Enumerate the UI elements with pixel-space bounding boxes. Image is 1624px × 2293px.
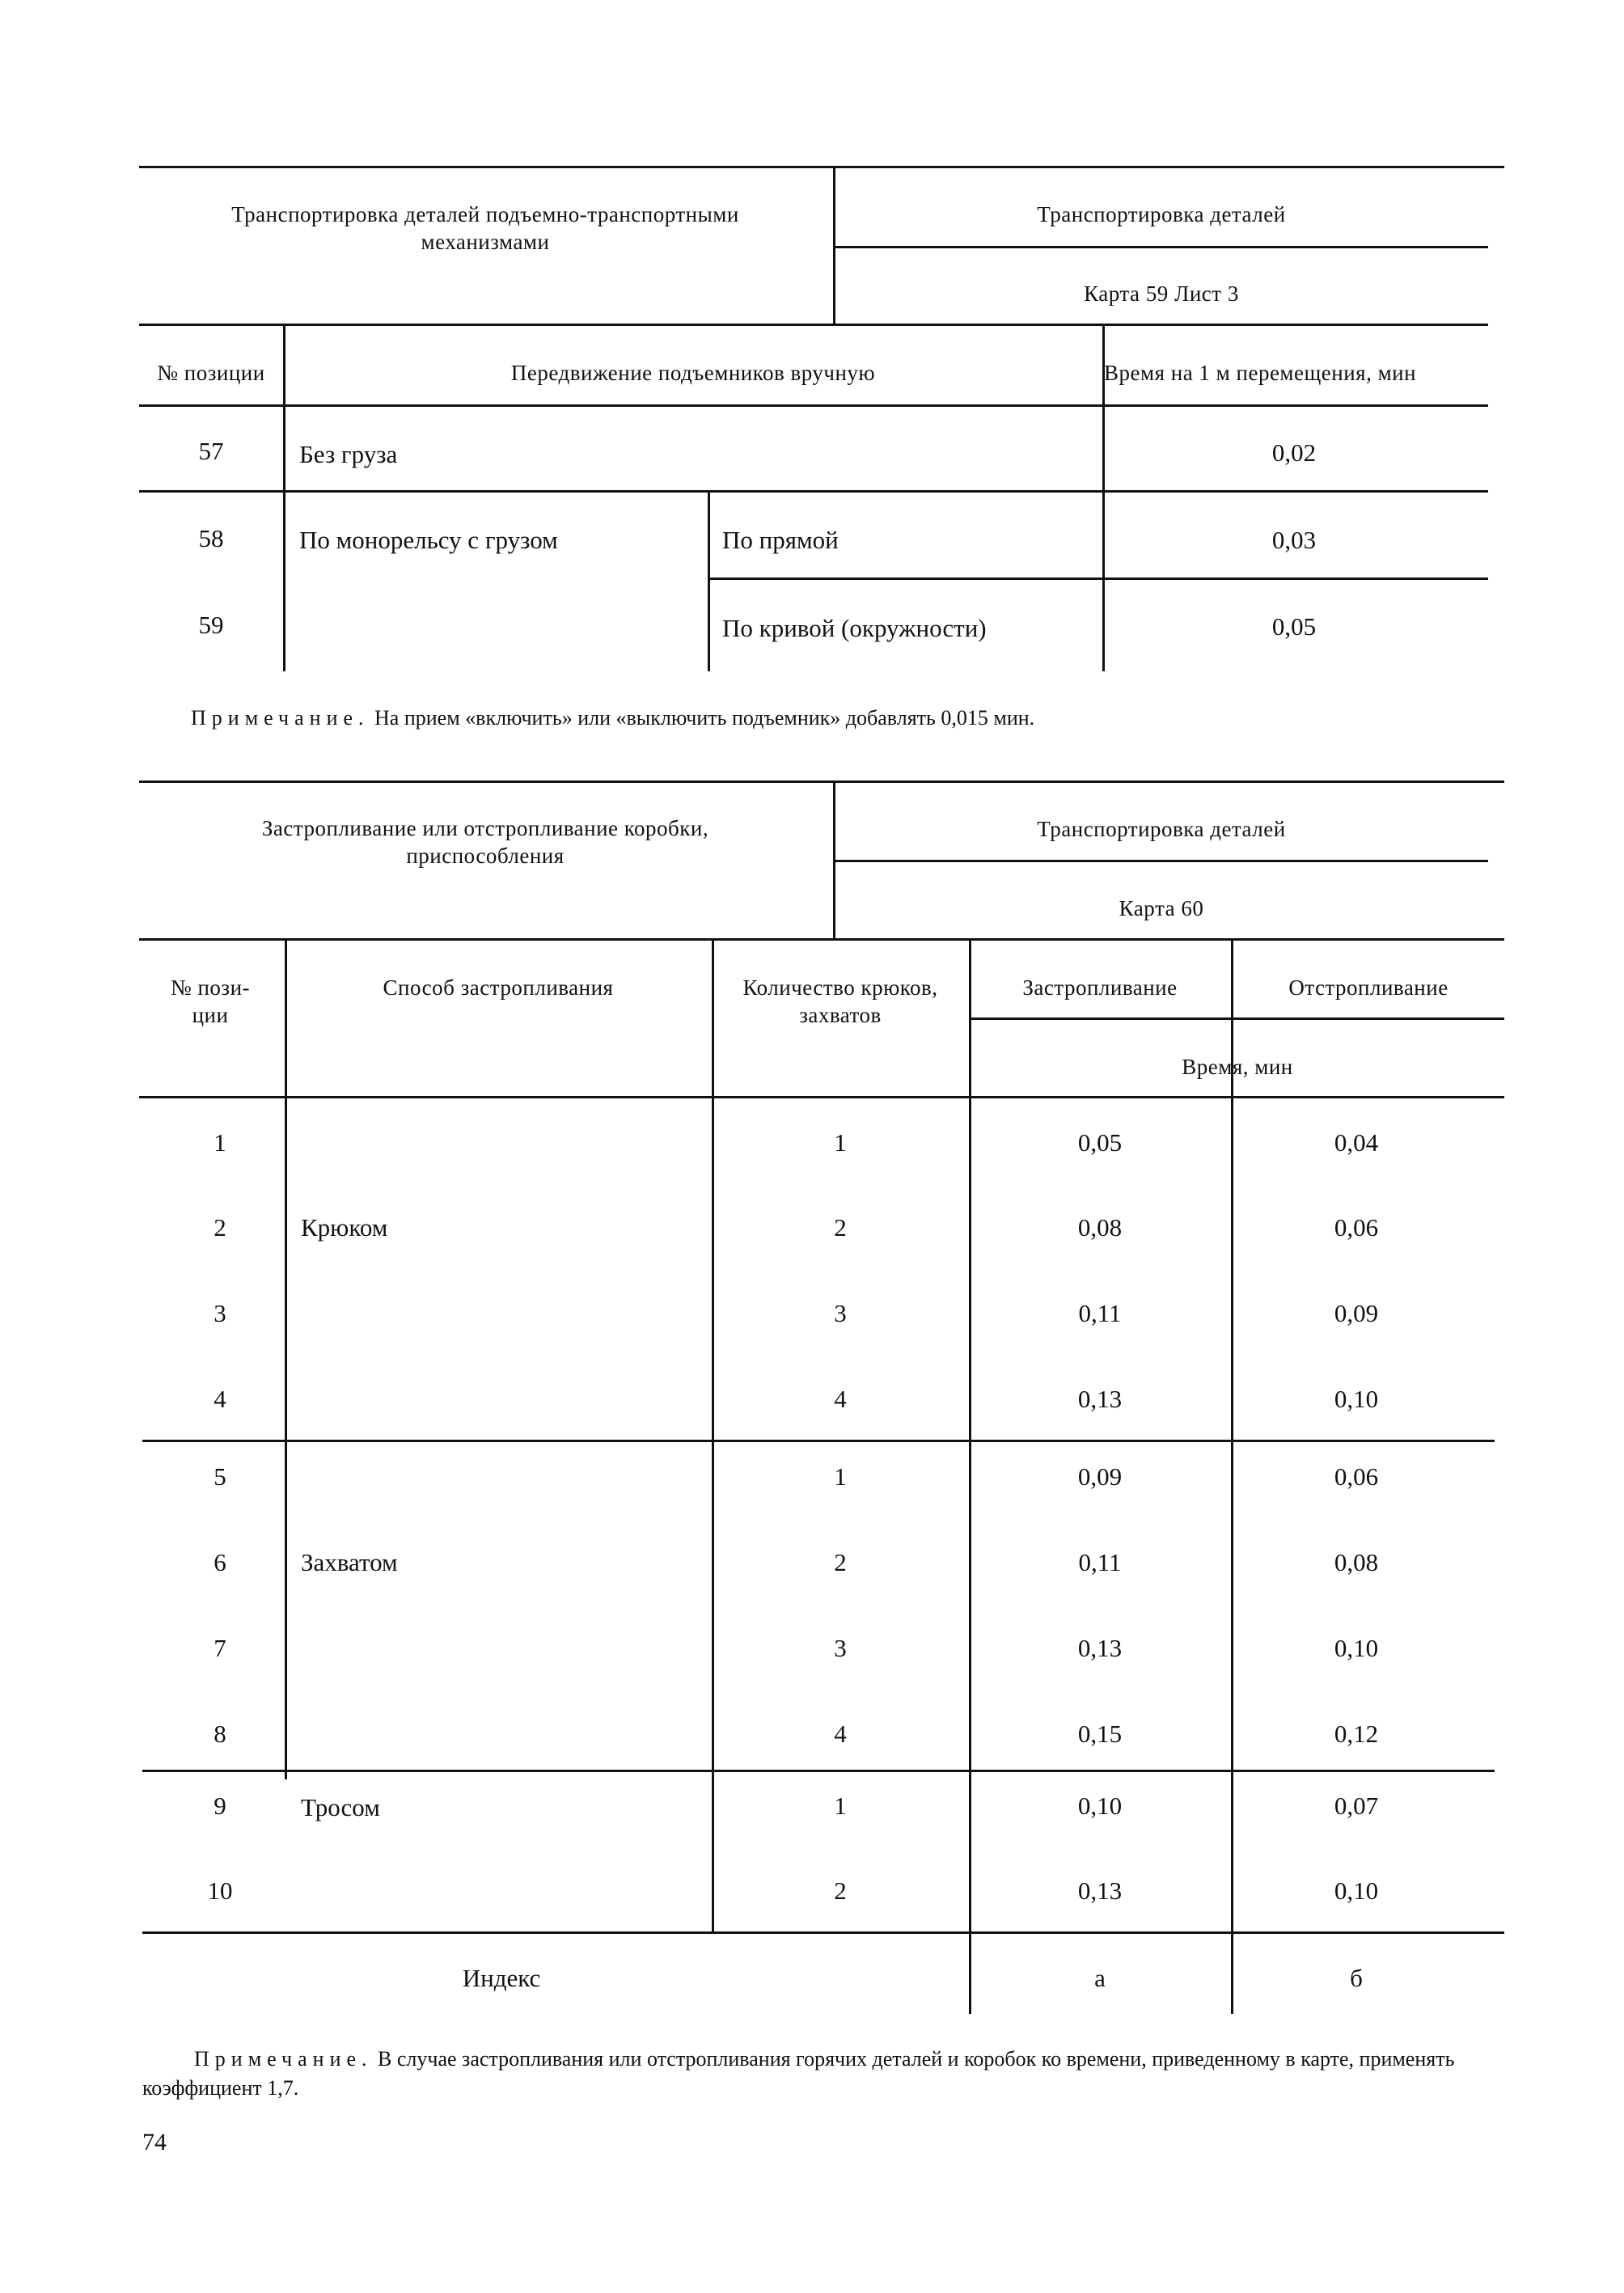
row-qty: 2 (834, 1876, 847, 1905)
row-z: 0,13 (1077, 1385, 1123, 1413)
t2-group-name: Захватом (301, 1548, 398, 1576)
row-o: 0,09 (1334, 1299, 1379, 1327)
t1-col-pos: № позиции (157, 361, 265, 385)
t2-col-qty: Количество крюков, захватов (742, 975, 938, 1027)
t2-index-a: а (1094, 1964, 1106, 1992)
row-qty: 2 (834, 1548, 847, 1576)
row-pos: 2 (214, 1213, 226, 1242)
row-pos: 9 (214, 1792, 226, 1820)
t1-col-time: Время на 1 м перемещения, мин (1104, 361, 1417, 385)
row-z: 0,13 (1077, 1634, 1123, 1662)
row-z: 0,08 (1077, 1213, 1123, 1242)
t2-col-o: Отстропливание (1288, 975, 1448, 1000)
row-qty: 4 (834, 1720, 847, 1748)
t2-note-text: В случае застропливания или отстропливания горячих деталей и коробок ко времени, приведенному в карте, применять коэффициент 1,7. (142, 2047, 1455, 2100)
t1-title-right: Транспортировка деталей (1037, 202, 1286, 226)
row-o: 0,08 (1334, 1548, 1379, 1576)
t1-col-desc: Передвижение подъемников вручную (510, 361, 876, 385)
t2-group-name: Тросом (301, 1793, 380, 1821)
t1-note (191, 704, 1501, 733)
row-o: 0,04 (1334, 1128, 1379, 1157)
row-o: 0,06 (1334, 1462, 1379, 1491)
row-z: 0,11 (1078, 1299, 1122, 1327)
row-o: 0,07 (1334, 1792, 1379, 1820)
row-o: 0,10 (1334, 1876, 1379, 1905)
row-pos: 1 (214, 1128, 226, 1157)
row-o: 0,10 (1334, 1385, 1379, 1413)
row-pos: 7 (214, 1634, 226, 1662)
row-o: 0,12 (1334, 1720, 1379, 1748)
t1-row-time: 0,02 (1271, 438, 1317, 467)
t2-note (142, 2045, 1485, 2103)
row-qty: 3 (834, 1634, 847, 1662)
row-z: 0,05 (1077, 1128, 1123, 1157)
t1-row-time: 0,05 (1271, 612, 1317, 641)
t2-index-label: Индекс (462, 1964, 541, 1992)
t1-row-sub: По кривой (окружности) (722, 614, 987, 642)
row-pos: 8 (214, 1720, 226, 1748)
row-z: 0,11 (1078, 1548, 1122, 1576)
t2-group-name: Крюком (301, 1213, 388, 1242)
t2-col-pos: № пози-ции (170, 975, 251, 1027)
t1-note-text: На прием «включить» или «выключить подъемник» добавлять 0,015 мин. (374, 706, 1035, 730)
t1-row-pos: 59 (198, 611, 224, 639)
row-pos: 6 (214, 1548, 226, 1576)
row-pos: 3 (214, 1299, 226, 1327)
row-o: 0,10 (1334, 1634, 1379, 1662)
t1-note-label: Примечание. (191, 706, 370, 730)
t1-row-pos: 58 (198, 524, 224, 552)
row-z: 0,13 (1077, 1876, 1123, 1905)
page-number: 74 (142, 2129, 167, 2156)
row-qty: 1 (834, 1792, 847, 1820)
row-z: 0,09 (1077, 1462, 1123, 1491)
row-o: 0,06 (1334, 1213, 1379, 1242)
t2-index-b: б (1350, 1964, 1363, 1992)
row-z: 0,15 (1077, 1720, 1123, 1748)
row-qty: 4 (834, 1385, 847, 1413)
t2-col-time: Время, мин (1182, 1055, 1293, 1079)
t1-row-pos: 57 (198, 437, 224, 465)
t1-title-left: Транспортировка деталей подъемно-транспортными механизмами (231, 202, 739, 254)
t1-row-desc: По монорельсу с грузом (299, 526, 558, 554)
row-qty: 2 (834, 1213, 847, 1242)
row-qty: 1 (834, 1128, 847, 1157)
t1-row-time: 0,03 (1271, 526, 1317, 554)
t2-note-label: Примечание. (194, 2047, 373, 2071)
t2-title-left: Застропливание или отстропливание коробки, приспособления (261, 816, 709, 868)
row-z: 0,10 (1077, 1792, 1123, 1820)
row-qty: 3 (834, 1299, 847, 1327)
t2-card-number: Карта 60 (1119, 896, 1204, 920)
row-qty: 1 (834, 1462, 847, 1491)
row-pos: 10 (207, 1876, 233, 1905)
t1-row-sub: По прямой (722, 526, 839, 554)
t2-title-right: Транспортировка деталей (1037, 817, 1286, 841)
t2-col-method: Способ застропливания (383, 975, 614, 1000)
t1-card-number: Карта 59 Лист 3 (1084, 281, 1239, 306)
t1-row-desc: Без груза (299, 440, 398, 468)
row-pos: 4 (214, 1385, 226, 1413)
t2-col-z: Застропливание (1022, 975, 1178, 1000)
row-pos: 5 (214, 1462, 226, 1491)
